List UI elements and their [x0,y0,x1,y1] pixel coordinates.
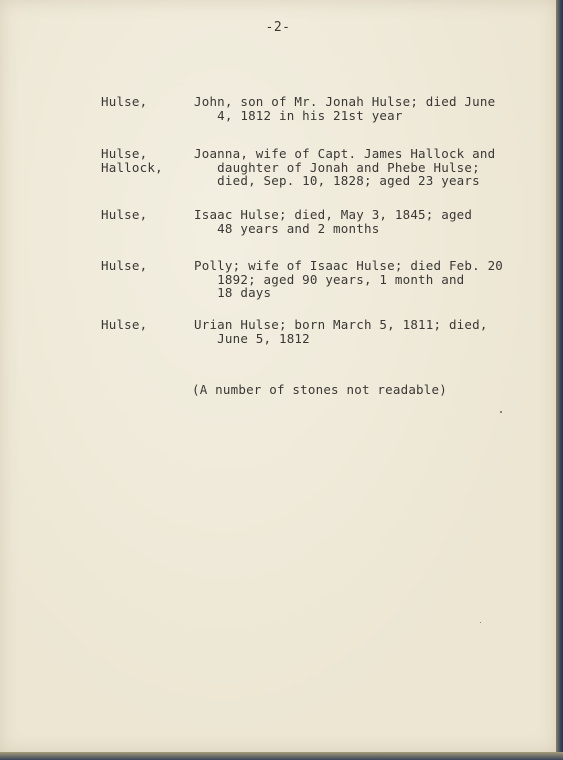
entry-text: Isaac Hulse; died, May 3, 1845; aged 48 years and 2 months [194,207,473,236]
entry-text: Urian Hulse; born March 5, 1811; died, June 5, 1812 [194,317,488,346]
entry-surname: Hulse, [101,258,148,273]
page-edge-bottom [0,752,563,760]
entry-text: John, son of Mr. Jonah Hulse; died June 4, 1812 in his 21st year [194,94,496,123]
paper-speck [480,622,481,623]
closing-note: (A number of stones not readable) [192,382,447,397]
page-number: -2- [265,20,291,35]
entry-surname: Hulse, [101,207,148,222]
page-edge-right [556,0,563,760]
entry-surname: Hulse, Hallock, [101,146,163,175]
entry-surname: Hulse, [101,317,148,332]
entry-surname: Hulse, [101,94,148,109]
paper-speck [500,411,502,413]
entry-text: Joanna, wife of Capt. James Hallock and daughter of Jonah and Phebe Hulse; died, Sep. 10, 1828; aged 23 years [194,146,496,188]
entry-text: Polly; wife of Isaac Hulse; died Feb. 20 1892; aged 90 years, 1 month and 18 days [194,258,504,300]
